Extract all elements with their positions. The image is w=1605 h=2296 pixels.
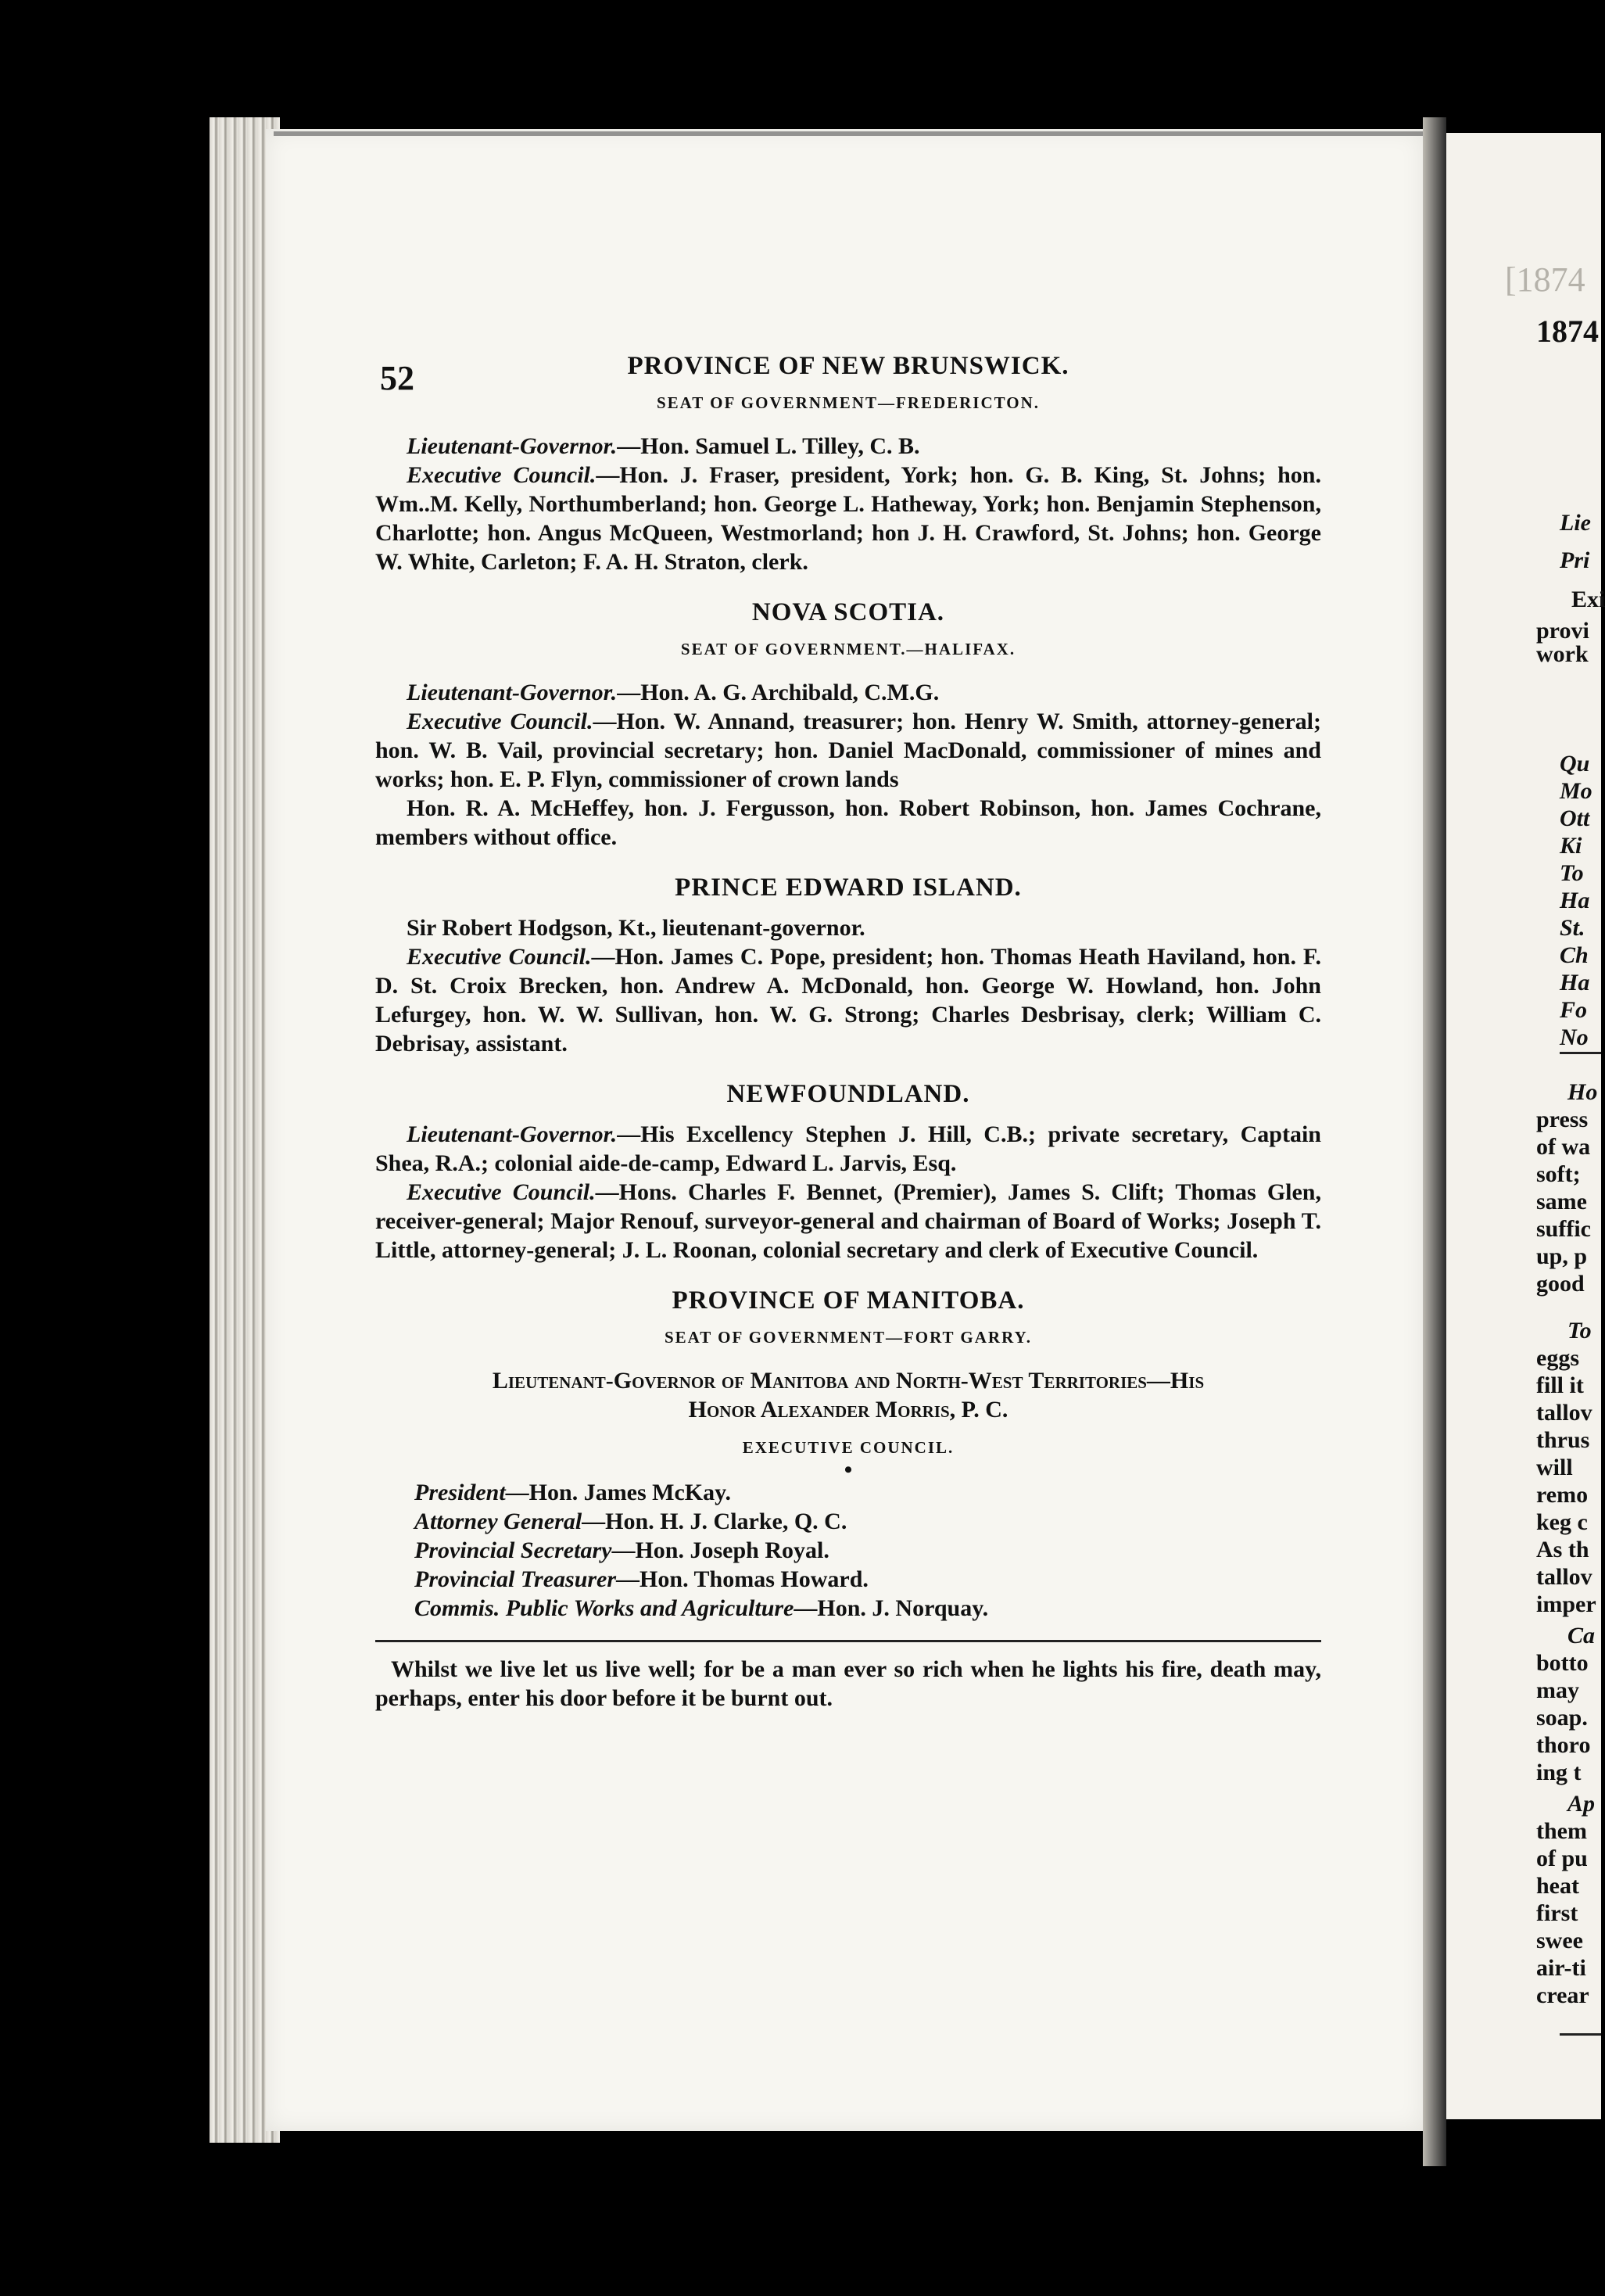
right-page-fragment: work [1536, 641, 1589, 667]
label: Lieutenant-Governor. [407, 433, 618, 459]
right-page-fragment: crear [1536, 1982, 1589, 2008]
right-page-fragment: Qu [1560, 751, 1590, 777]
role: Provincial Secretary [414, 1537, 612, 1563]
right-page-fragment: Ap [1567, 1791, 1596, 1817]
right-page-fragment: Pri [1560, 547, 1590, 573]
text: —Hon. Samuel L. Tilley, C. B. [617, 433, 920, 459]
right-page-fragment: of wa [1536, 1134, 1591, 1160]
right-page-fragment: St. [1560, 915, 1585, 941]
section-new-brunswick [375, 352, 1321, 576]
right-page-fragment: eggs [1536, 1345, 1579, 1371]
right-page-fragment: heat [1536, 1873, 1579, 1899]
right-page-fragment: botto [1536, 1650, 1589, 1676]
role: President [414, 1480, 506, 1505]
right-page-fragment: will [1536, 1455, 1573, 1480]
page-content [375, 352, 1321, 1713]
section-heading: PROVINCE OF NEW BRUNSWICK. [627, 352, 1069, 380]
council-heading: EXECUTIVE COUNCIL. [742, 1438, 955, 1457]
page-number: 52 [380, 359, 414, 397]
right-page-fragment: Ho [1567, 1079, 1598, 1105]
right-page-fragment: Ott [1560, 805, 1590, 831]
lieutenant-governor-line [375, 1366, 1321, 1424]
section-manitoba [375, 1286, 1321, 1623]
right-page-fragment: provi [1536, 618, 1589, 644]
right-page-fragment: press [1536, 1107, 1589, 1132]
lieutenant-governor-line [375, 678, 1321, 707]
section-newfoundland [375, 1080, 1321, 1265]
right-page-fragment: Ha [1560, 970, 1590, 996]
right-page-fragment: tallov [1536, 1400, 1592, 1426]
executive-council-para [375, 461, 1321, 576]
right-page-fragment: Exi [1571, 587, 1605, 612]
right-page-rule [1560, 1052, 1601, 1054]
label: Lieutenant-Governor. [407, 680, 618, 705]
right-page-fragment: same [1536, 1189, 1587, 1214]
name: —Hon. J. Norquay. [794, 1595, 989, 1621]
right-page-fragment: soft; [1536, 1161, 1581, 1187]
text: —Hon. A. G. Archibald, C.M.G. [617, 680, 940, 705]
council-member [375, 1565, 1321, 1594]
label: Executive Council. [407, 944, 592, 970]
line-2: Honor Alexander Morris, P. C. [688, 1397, 1008, 1422]
seat-of-government: SEAT OF GOVERNMENT—FREDERICTON. [656, 393, 1041, 412]
right-page-fragment: tallov [1536, 1564, 1592, 1590]
executive-council-para [375, 1178, 1321, 1265]
text: —Hon. James C. Pope, president; hon. Thomas Heath Haviland, hon. F. D. St. Croix Brecken, hon. Andrew A. McDonald, hon. George W. Howland, hon. John Lefurgey, hon. W. W. Sullivan, hon. W. G. Strong; Charles Desbrisay, clerk; William C. Debrisay, assistant. [375, 944, 1321, 1057]
right-page-fragment: first [1536, 1900, 1578, 1926]
right-page-fragment: may [1536, 1677, 1579, 1703]
right-page-fragment: Ha [1560, 888, 1590, 913]
right-page-fragment: fill it [1536, 1372, 1584, 1398]
right-page-fragment: up, p [1536, 1243, 1588, 1269]
right-page-faint-year: [1874 [1505, 260, 1585, 299]
bullet-dot: • [844, 1457, 853, 1483]
right-page-fragment: them [1536, 1818, 1587, 1844]
name: —Hon. Thomas Howard. [616, 1566, 869, 1592]
right-page-fragment: Ki [1560, 833, 1582, 859]
right-page-fragment: good [1536, 1271, 1585, 1297]
section-heading: PRINCE EDWARD ISLAND. [675, 874, 1022, 902]
section-nova-scotia [375, 598, 1321, 852]
role: Attorney General [414, 1509, 582, 1534]
section-heading: NEWFOUNDLAND. [726, 1080, 970, 1108]
book-gutter [1423, 117, 1446, 2166]
right-page-fragment: ing t [1536, 1760, 1582, 1785]
seat-of-government: SEAT OF GOVERNMENT—FORT GARRY. [664, 1328, 1033, 1347]
lieutenant-governor-line [375, 1120, 1321, 1178]
executive-council-para [375, 707, 1321, 794]
right-page-fragment: To [1560, 860, 1584, 886]
right-page-rule-bottom [1560, 2033, 1601, 2036]
council-member [375, 1594, 1321, 1623]
right-page-fragment: swee [1536, 1928, 1583, 1953]
executive-council-para [375, 942, 1321, 1058]
members-without-office: Hon. R. A. McHeffey, hon. J. Fergusson, hon. Robert Robinson, hon. James Cochrane, members without office. [375, 795, 1321, 850]
right-page-fragment: suffic [1536, 1216, 1591, 1242]
text: —His Excellency Stephen J. Hill, C.B.; private secretary, Captain Shea, R.A.; colonial aide-de-camp, Edward L. Jarvis, Esq. [375, 1121, 1321, 1176]
right-page-fragment: soap. [1536, 1705, 1588, 1731]
right-page-fragment: of pu [1536, 1846, 1588, 1871]
right-page-fragment: imper [1536, 1591, 1596, 1617]
right-page-fragment: Ca [1567, 1623, 1596, 1648]
text: —Hons. Charles F. Bennet, (Premier), James S. Clift; Thomas Glen, receiver-general; Major Renouf, surveyor-general and chairman of Board of Works; Joseph T. Little, attorney-general; J. L. Roonan, colonial secretary and clerk of Executive Council. [375, 1179, 1321, 1263]
divider-rule [375, 1640, 1321, 1642]
seat-of-government: SEAT OF GOVERNMENT.—HALIFAX. [680, 640, 1016, 658]
name: —Hon. H. J. Clarke, Q. C. [582, 1509, 847, 1534]
footer-quote: Whilst we live let us live well; for be a man ever so rich when he lights his fire, death may, perhaps, enter his door before it be burnt out. [375, 1656, 1321, 1711]
right-page-fragment: thrus [1536, 1427, 1590, 1453]
role: Commis. Public Works and Agriculture [414, 1595, 794, 1621]
right-page-fragment: Lie [1560, 510, 1591, 536]
right-page-fragment: thoro [1536, 1732, 1591, 1758]
label: Lieutenant-Governor. [407, 1121, 618, 1147]
right-page-fragment: Mo [1560, 778, 1592, 804]
section-heading: PROVINCE OF MANITOBA. [672, 1286, 1025, 1315]
council-member [375, 1536, 1321, 1565]
section-prince-edward-island [375, 874, 1321, 1058]
right-page-fragment: remo [1536, 1482, 1589, 1508]
label: Executive Council. [407, 709, 593, 734]
name: —Hon. James McKay. [505, 1480, 731, 1505]
right-page-fragment: As th [1536, 1537, 1589, 1562]
right-page-year: 1874 [1536, 314, 1599, 349]
page-top-edge [274, 131, 1423, 136]
section-heading: NOVA SCOTIA. [751, 598, 945, 626]
right-page-fragment: keg c [1536, 1509, 1588, 1535]
lieutenant-governor-line [375, 432, 1321, 461]
council-list [375, 1478, 1321, 1623]
right-page-fragment: No [1560, 1024, 1589, 1050]
label: Executive Council. [407, 1179, 596, 1205]
line-1: Lieutenant-Governor of Manitoba and North-West Territories—His [492, 1368, 1205, 1394]
right-page-fragment: Ch [1560, 942, 1589, 968]
right-page-fragment: Fo [1560, 997, 1588, 1023]
council-member [375, 1507, 1321, 1536]
lieutenant-governor-line: Sir Robert Hodgson, Kt., lieutenant-governor. [407, 915, 865, 941]
name: —Hon. Joseph Royal. [611, 1537, 829, 1563]
right-page-fragment: air-ti [1536, 1955, 1586, 1981]
text: —Hon. W. Annand, treasurer; hon. Henry W. Smith, attorney-general; hon. W. B. Vail, provincial secretary; hon. Daniel MacDonald, commissioner of mines and works; hon. E. P. Flyn, commissioner of crown lands [375, 709, 1321, 792]
label: Executive Council. [407, 462, 597, 488]
text: —Hon. J. Fraser, president, York; hon. G. B. King, St. Johns; hon. Wm..M. Kelly, Northumberland; hon. George L. Hatheway, York; hon. Benjamin Stephenson, Charlotte; hon. Angus McQueen, Westmorland; hon J. H. Crawford, St. Johns; hon. George W. White, Carleton; F. A. H. Straton, clerk. [375, 462, 1321, 575]
role: Provincial Treasurer [414, 1566, 617, 1592]
right-page-fragment: To [1567, 1318, 1592, 1344]
